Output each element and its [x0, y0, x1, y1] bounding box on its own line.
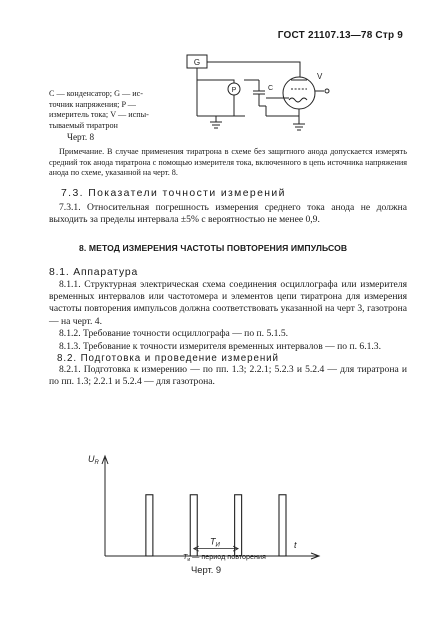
p-label: P [231, 87, 237, 94]
pulse-1 [146, 495, 153, 556]
pulse-4 [279, 495, 286, 556]
legend-line-2: точник напряжения; P — [49, 99, 136, 109]
pulse-2 [190, 495, 197, 556]
pulse-3 [235, 495, 242, 556]
g-label: G [193, 58, 201, 67]
legend-line-4: тываемый тиратрон [49, 120, 118, 130]
period-label [210, 537, 221, 549]
paragraph-8-2-1: 8.2.1. Подготовка к измерению — по пп. 1.3; 2.2.1; 5.2.3 и 5.2.4 — для тиратрона и по пп. 1.3; 2.2.1 и 5.2.4 — для газотрона. [49, 364, 407, 388]
legend-line-1: С — конденсатор; G — ис- [49, 89, 144, 98]
paragraph-8-1-3: 8.1.3. Требование к точности измерителя временных интервалов — по п. 6.1.3. [59, 340, 381, 352]
paragraph-7-3-1: 7.3.1. Относительная погрешность измерения среднего тока анода не должна выходить за пределы интервала ±5% с вероятностью не менее 0,9. [49, 201, 407, 226]
paragraph-8-1-2: 8.1.2. Требование точности осциллографа — по п. 5.1.5. [59, 328, 289, 340]
paragraph-8-1-1: 8.1.1. Структурная электрическая схема соединения осциллографа или измерителя временных интервалов или частотомера и элементов цепи тиратрона для измерения частоты повторения импульсов должна соответствовать указанной на черт 3, газотрона — на черт. 4. [49, 278, 407, 327]
y-axis-label-main: U [88, 454, 95, 464]
figure9-caption: Черт. 9 [191, 564, 222, 575]
period-legend-text: — период повторения [190, 552, 266, 561]
page-header: ГОСТ 21107.13—78 Стр 9 [277, 30, 403, 41]
y-axis-label [88, 454, 100, 466]
period-legend-sub: и [187, 557, 191, 563]
section-7-3-heading: 7.3. Показатели точности измерений [61, 187, 286, 199]
section-8-2-heading: 8.2. Подготовка и проведение измерений [57, 353, 279, 365]
c-label: C [268, 85, 274, 92]
v-label: V [317, 72, 323, 81]
x-axis-label: t [294, 540, 297, 550]
period-label-sub: И [215, 542, 220, 549]
period-legend-symbol: Т [183, 552, 188, 561]
body-text [49, 147, 407, 389]
period-legend [183, 552, 266, 563]
note-paragraph: Примечание. В случае применения тиратрона в схеме без защитного анода допускается измерять средний ток анода тиратрона с помощью измерителя тока, включенного в цепь источника напряжения анода по схеме, указанной на черт. 8. [49, 147, 407, 178]
figure8-legend [49, 89, 179, 142]
section-8-heading: 8. МЕТОД ИЗМЕРЕНИЯ ЧАСТОТЫ ПОВТОРЕНИЯ ИМПУЛЬСОВ [79, 242, 348, 253]
figure8-caption: Черт. 8 [67, 132, 95, 143]
legend-line-3: измеритель тока; V — испы- [49, 110, 149, 120]
period-label-main: T [209, 536, 216, 547]
pulse-chart [0, 440, 427, 590]
y-axis-label-sub: R [94, 460, 99, 466]
thyratron-v [283, 77, 315, 109]
section-8-1-heading: 8.1. Аппаратура [49, 266, 139, 278]
